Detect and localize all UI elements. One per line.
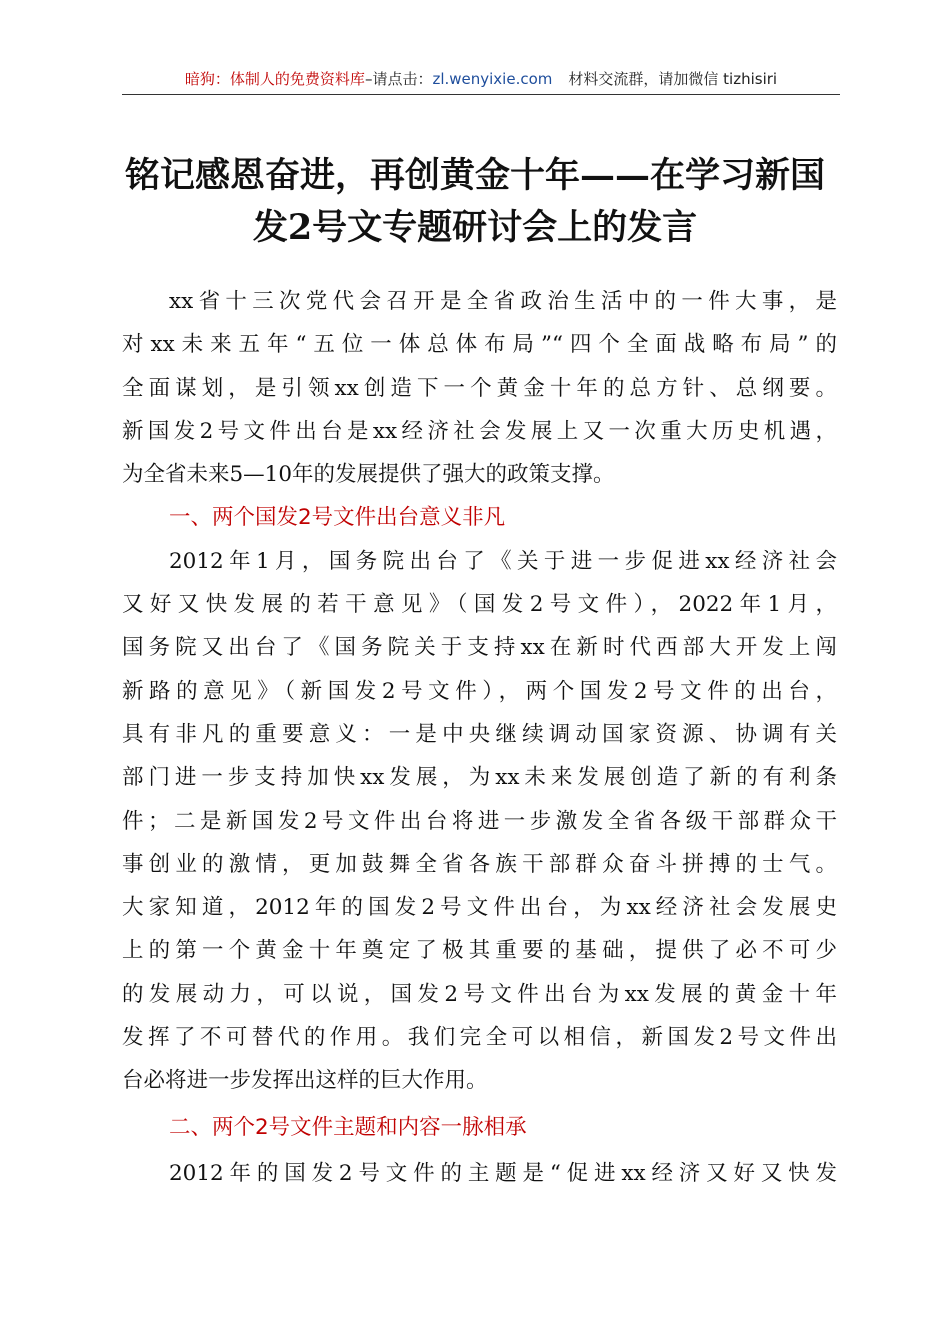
header-brand: 暗狗：体制人的免费资料库	[184, 70, 365, 88]
paragraph-line: 上的第一个黄金十年奠定了极其重要的基础，提供了必不可少	[122, 938, 837, 964]
document-title	[110, 150, 840, 254]
paragraph-line: 大家知道，2012年的国发2号文件出台，为xx经济社会发展史	[122, 895, 837, 921]
paragraph-intro	[122, 280, 837, 496]
section-heading-1: 一、两个国发2号文件出台意义非凡	[169, 505, 506, 531]
paragraph-line: 新路的意见》（新国发2号文件），两个国发2号文件的出台，	[122, 678, 837, 704]
paragraph-line: 台必将进一步发挥出这样的巨大作用。	[122, 1068, 488, 1094]
title-line-1: 铭记感恩奋进，再创黄金十年——在学习新国	[124, 155, 825, 196]
header-url-link[interactable]: zl.wenyixie.com	[432, 70, 553, 88]
paragraph-line: 部门进一步支持加快xx发展，为xx未来发展创造了新的有利条	[122, 765, 837, 791]
paragraph-line: 2012年1月，国务院出台了《关于进一步促进xx经济社会	[169, 548, 837, 574]
paragraph-line: xx省十三次党代会召开是全省政治生活中的一件大事，是	[169, 289, 837, 314]
paragraph-line: 又好又快发展的若干意见》（国发2号文件），2022年1月，	[122, 592, 837, 618]
document-body	[122, 280, 837, 1195]
paragraph-line: 件；二是新国发2号文件出台将进一步激发全省各级干部群众干	[122, 808, 837, 834]
section-heading-2: 二、两个2号文件主题和内容一脉相承	[169, 1114, 527, 1140]
paragraph-line: 国务院又出台了《国务院关于支持xx在新时代西部大开发上闯	[122, 635, 837, 661]
paragraph-line: 新国发2号文件出台是xx经济社会发展上又一次重大历史机遇，	[122, 418, 837, 444]
paragraph-line: 2012年的国发2号文件的主题是“促进xx经济又好又快发	[169, 1160, 837, 1186]
paragraph-line: 全面谋划，是引领xx创造下一个黄金十年的总方针、总纲要。	[122, 375, 837, 401]
paragraph-section-2	[122, 1152, 837, 1195]
page-header	[122, 66, 840, 95]
title-line-2: 发2号文专题研讨会上的发言	[252, 207, 698, 248]
header-contact: 材料交流群，请加微信 tizhisiri	[568, 70, 778, 88]
paragraph-line: 为全省未来5—10年的发展提供了强大的政策支撑。	[122, 462, 615, 488]
paragraph-line: 的发展动力，可以说，国发2号文件出台为xx发展的黄金十年	[122, 981, 837, 1007]
header-click-text: –请点击：	[364, 70, 433, 88]
paragraph-line: 事创业的激情，更加鼓舞全省各族干部群众奋斗拼搏的士气。	[122, 851, 837, 877]
paragraph-line: 发挥了不可替代的作用。我们完全可以相信，新国发2号文件出	[122, 1025, 837, 1051]
paragraph-line: 对xx未来五年“五位一体总体布局”“四个全面战略布局”的	[122, 332, 837, 358]
paragraph-section-1	[122, 540, 837, 1103]
paragraph-line: 具有非凡的重要意义：一是中央继续调动国家资源、协调有关	[122, 721, 837, 747]
